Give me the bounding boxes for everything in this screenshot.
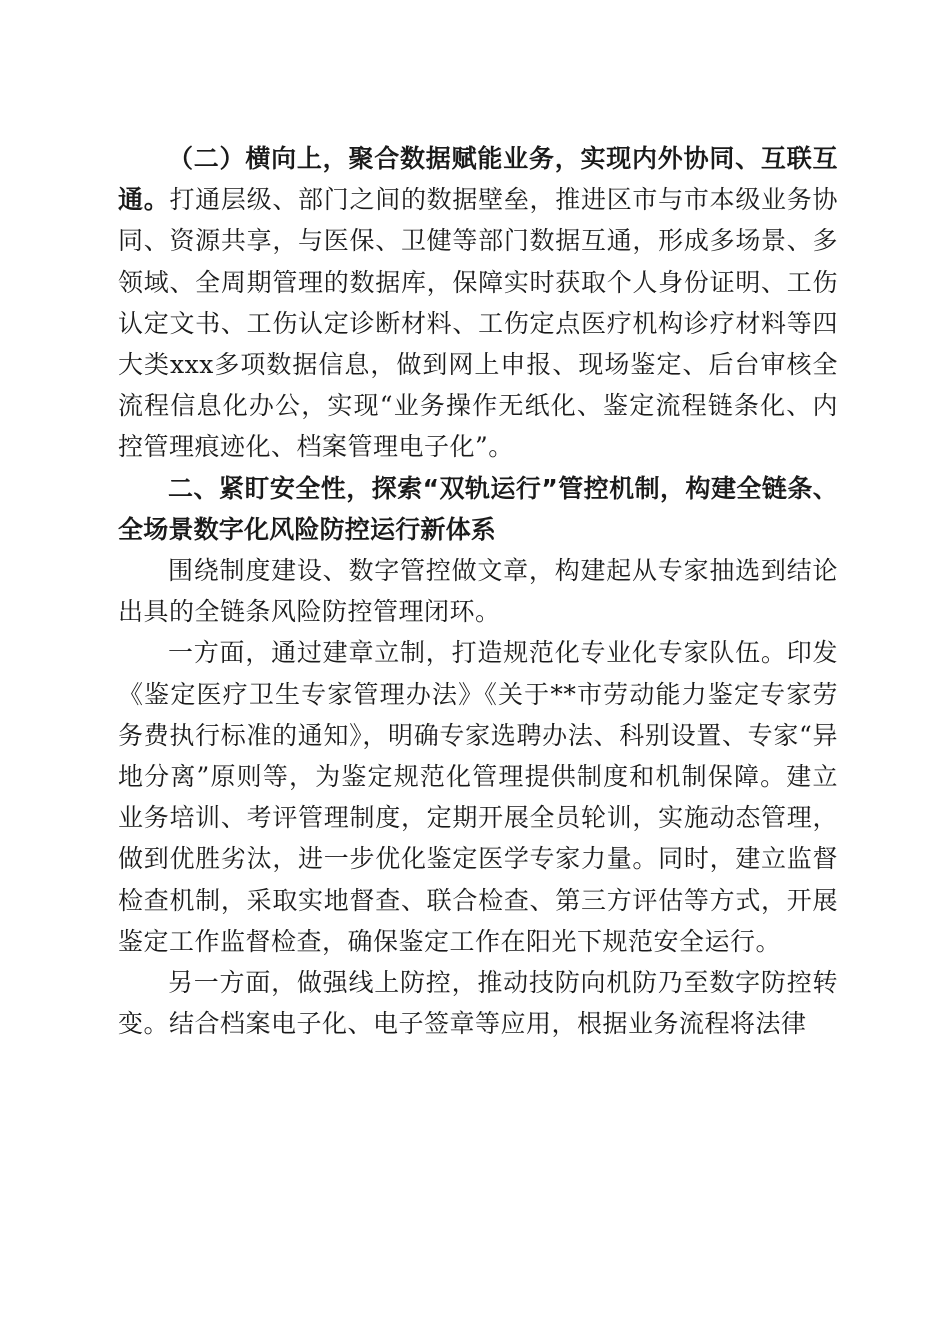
document-body (118, 138, 838, 1044)
paragraph-on-other-hand: 另一方面，做强线上防控，推动技防向机防乃至数字防控转变。结合档案电子化、电子签章等应用，根据业务流程将法律 (118, 968, 838, 1039)
paragraph-intro: 围绕制度建设、数字管控做文章，构建起从专家抽选到结论出具的全链条风险防控管理闭环。 (118, 556, 838, 627)
paragraph-subtitle: （二）横向上，聚合数据赋能业务，实现内外协同、互联互通。 (118, 144, 838, 215)
paragraph-horizontal-integration (118, 138, 838, 468)
paragraph-text: 打通层级、部门之间的数据壁垒，推进区市与市本级业务协同、资源共享，与医保、卫健等部门数据互通，形成多场景、多领域、全周期管理的数据库，保障实时获取个人身份证明、工伤认定文书、工伤认定诊断材料、工伤定点医疗机构诊疗材料等四大类xxx多项数据信息，做到网上申报、现场鉴定、后台审核全流程信息化办公，实现“业务操作无纸化、鉴定流程链条化、内控管理痕迹化、档案管理电子化”。 (118, 185, 838, 462)
section-heading-security: 二、紧盯安全性，探索“双轨运行”管控机制，构建全链条、全场景数字化风险防控运行新体系 (118, 473, 838, 544)
paragraph-on-one-hand: 一方面，通过建章立制，打造规范化专业化专家队伍。印发《鉴定医疗卫生专家管理办法》《关于**市劳动能力鉴定专家劳务费执行标准的通知》，明确专家选聘办法、科别设置、专家“异地分离”原则等，为鉴定规范化管理提供制度和机制保障。建立业务培训、考评管理制度，定期开展全员轮训，实施动态管理，做到优胜劣汰，进一步优化鉴定医学专家力量。同时，建立监督检查机制，采取实地督查、联合检查、第三方评估等方式，开展鉴定工作监督检查，确保鉴定工作在阳光下规范安全运行。 (118, 638, 838, 956)
